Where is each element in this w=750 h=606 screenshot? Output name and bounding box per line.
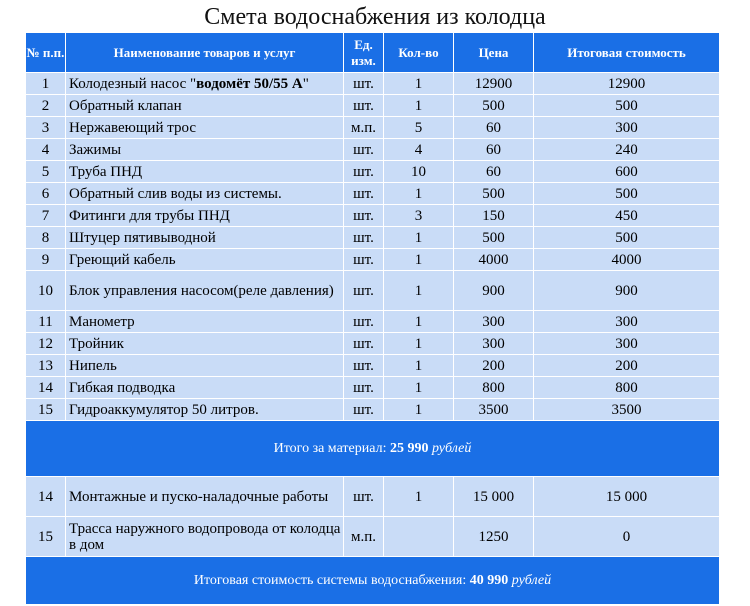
row-unit: шт. [344,73,384,95]
materials-total-currency: рублей [431,440,472,456]
row-qty: 1 [384,249,454,271]
pump-model: водомёт 50/55 А [196,75,303,92]
row-name: Гидроаккумулятор 50 литров. [66,399,344,421]
row-price: 500 [454,95,534,117]
header-name: Наименование товаров и услуг [66,33,344,73]
row-unit: шт. [344,333,384,355]
row-unit: шт. [344,399,384,421]
pump-name-prefix: Колодезный насос " [69,75,197,92]
row-price: 3500 [454,399,534,421]
row-qty: 1 [384,95,454,117]
page-title: Смета водоснабжения из колодца [204,4,546,30]
row-name [66,73,344,95]
row-qty: 1 [384,271,454,311]
table-row [26,333,720,355]
table-row [26,271,720,311]
header-qty: Кол-во [384,33,454,73]
row-qty: 1 [384,311,454,333]
row-total: 15 000 [534,477,720,517]
row-unit: шт. [344,249,384,271]
row-price: 500 [454,227,534,249]
row-unit: шт. [344,271,384,311]
row-num: 14 [26,377,66,399]
row-name: Зажимы [66,139,344,161]
row-price: 1250 [454,517,534,557]
row-name: Монтажные и пуско-наладочные работы [66,477,344,517]
row-price: 60 [454,117,534,139]
row-price: 200 [454,355,534,377]
row-unit: шт. [344,355,384,377]
grand-total-row [26,557,720,605]
row-total: 12900 [534,73,720,95]
row-num: 15 [26,517,66,557]
row-total: 240 [534,139,720,161]
row-name: Нержавеющий трос [66,117,344,139]
table-row [26,355,720,377]
row-unit: шт. [344,205,384,227]
row-name: Гибкая подводка [66,377,344,399]
row-qty: 1 [384,333,454,355]
row-name: Фитинги для трубы ПНД [66,205,344,227]
row-name: Трасса наружного водопровода от колодца в дом [66,517,344,557]
row-total: 800 [534,377,720,399]
header-price: Цена [454,33,534,73]
materials-total-value: 25 990 [389,440,429,456]
header-total: Итоговая стоимость [534,33,720,73]
row-unit: м.п. [344,117,384,139]
row-total: 200 [534,355,720,377]
row-num: 2 [26,95,66,117]
table-row [26,73,720,95]
row-qty: 5 [384,117,454,139]
table-row [26,139,720,161]
row-price: 60 [454,139,534,161]
row-total: 450 [534,205,720,227]
row-name: Труба ПНД [66,161,344,183]
row-price: 150 [454,205,534,227]
row-num: 13 [26,355,66,377]
grand-total-currency: рублей [511,572,552,588]
row-qty: 1 [384,355,454,377]
header-unit: Ед. изм. [344,33,384,73]
row-total: 300 [534,311,720,333]
row-name: Манометр [66,311,344,333]
row-name: Блок управления насосом(реле давления) [66,271,344,311]
row-qty: 1 [384,377,454,399]
row-price: 900 [454,271,534,311]
row-price: 300 [454,311,534,333]
row-num: 14 [26,477,66,517]
grand-total-cell [26,557,720,605]
table-row [26,249,720,271]
row-qty: 1 [384,73,454,95]
table-header-row [26,33,720,73]
row-total: 900 [534,271,720,311]
materials-total-row [26,421,720,477]
table-row [26,477,720,517]
row-unit: шт. [344,477,384,517]
materials-total-cell [26,421,720,477]
row-name: Греющий кабель [66,249,344,271]
row-qty: 1 [384,399,454,421]
row-total: 0 [534,517,720,557]
row-unit: шт. [344,95,384,117]
table-row [26,227,720,249]
pump-name-suffix: " [302,75,309,92]
row-name: Тройник [66,333,344,355]
table-row [26,205,720,227]
row-name: Обратный слив воды из системы. [66,183,344,205]
table-row [26,311,720,333]
table-row [26,517,720,557]
row-unit: шт. [344,183,384,205]
row-total: 4000 [534,249,720,271]
row-qty: 1 [384,227,454,249]
row-price: 15 000 [454,477,534,517]
row-qty: 10 [384,161,454,183]
row-total: 3500 [534,399,720,421]
row-total: 300 [534,117,720,139]
table-row [26,117,720,139]
grand-total-value: 40 990 [469,572,509,588]
row-unit: шт. [344,377,384,399]
estimate-table [25,32,720,605]
row-num: 6 [26,183,66,205]
table-row [26,377,720,399]
row-total: 600 [534,161,720,183]
row-qty: 4 [384,139,454,161]
table-row [26,399,720,421]
row-total: 500 [534,227,720,249]
row-price: 4000 [454,249,534,271]
row-qty: 1 [384,183,454,205]
materials-total-label: Итого за материал: [273,440,387,456]
row-unit: шт. [344,227,384,249]
row-total: 500 [534,95,720,117]
row-num: 8 [26,227,66,249]
row-unit: шт. [344,139,384,161]
row-num: 5 [26,161,66,183]
grand-total-label: Итоговая стоимость системы водоснабжения: [193,572,467,588]
table-row [26,161,720,183]
row-num: 12 [26,333,66,355]
header-num: № п.п. [26,33,66,73]
row-price: 800 [454,377,534,399]
row-unit: шт. [344,311,384,333]
row-price: 300 [454,333,534,355]
row-total: 300 [534,333,720,355]
row-qty: 1 [384,477,454,517]
row-qty: 3 [384,205,454,227]
row-num: 10 [26,271,66,311]
row-name: Обратный клапан [66,95,344,117]
table-row [26,95,720,117]
row-unit: м.п. [344,517,384,557]
row-total: 500 [534,183,720,205]
row-num: 11 [26,311,66,333]
table-row [26,183,720,205]
row-num: 7 [26,205,66,227]
row-num: 15 [26,399,66,421]
row-price: 500 [454,183,534,205]
row-name: Нипель [66,355,344,377]
row-num: 9 [26,249,66,271]
row-price: 60 [454,161,534,183]
row-name: Штуцер пятивыводной [66,227,344,249]
row-num: 1 [26,73,66,95]
row-price: 12900 [454,73,534,95]
row-num: 4 [26,139,66,161]
row-unit: шт. [344,161,384,183]
row-qty [384,517,454,557]
row-num: 3 [26,117,66,139]
